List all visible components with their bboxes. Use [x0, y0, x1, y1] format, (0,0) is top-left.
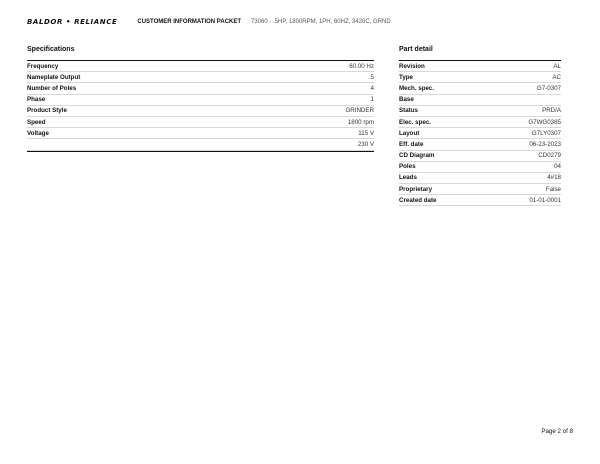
row-value: G7LY0307 — [486, 128, 561, 139]
row-value: False — [486, 184, 561, 195]
row-label: Nameplate Output — [27, 72, 253, 83]
specification-row — [27, 72, 374, 83]
row-label: Voltage — [27, 128, 253, 139]
row-value: 06-23-2023 — [486, 139, 561, 150]
row-value: 01-01-0001 — [486, 195, 561, 206]
row-value: AL — [486, 61, 561, 72]
part-detail-row — [399, 128, 561, 139]
brand-logo: BALDOR • RELIANCE — [27, 18, 118, 26]
product-description: 73060 - .5HP, 1800RPM, 1PH, 60HZ, 3420C, GRND — [251, 19, 391, 25]
row-label: Phase — [27, 94, 253, 105]
row-label: Leads — [399, 172, 486, 183]
row-label: Proprietary — [399, 184, 486, 195]
part-detail-title: Part detail — [399, 46, 433, 53]
row-label: Product Style — [27, 105, 253, 116]
row-label: Status — [399, 105, 486, 116]
part-detail-row — [399, 172, 561, 183]
row-label: Base — [399, 94, 486, 105]
part-detail-row — [399, 139, 561, 150]
specification-row — [27, 139, 374, 150]
part-detail-table — [399, 61, 561, 206]
row-value: 4#18 — [486, 172, 561, 183]
row-label: Poles — [399, 161, 486, 172]
row-label: Type — [399, 72, 486, 83]
row-value: PRD/A — [486, 105, 561, 116]
part-detail-row — [399, 94, 561, 105]
row-value: 1800 rpm — [253, 116, 374, 127]
specification-row — [27, 105, 374, 116]
specifications-title: Specifications — [27, 46, 75, 53]
part-detail-row — [399, 195, 561, 206]
row-value: .5 — [253, 72, 374, 83]
packet-title: CUSTOMER INFORMATION PACKET — [137, 19, 242, 25]
row-value: 4 — [253, 83, 374, 94]
part-detail-row — [399, 105, 561, 116]
row-label: Created date — [399, 195, 486, 206]
row-label: CD Diagram — [399, 150, 486, 161]
row-value: 115 V — [253, 128, 374, 139]
specification-row — [27, 116, 374, 127]
row-value: CD0279 — [486, 150, 561, 161]
header — [27, 18, 391, 26]
row-label: Elec. spec. — [399, 116, 486, 127]
row-value: 1 — [253, 94, 374, 105]
row-value — [486, 94, 561, 105]
row-label: Layout — [399, 128, 486, 139]
row-value: 04 — [486, 161, 561, 172]
row-value: AC — [486, 72, 561, 83]
part-detail-row — [399, 83, 561, 94]
row-label: Number of Poles — [27, 83, 253, 94]
row-label: Mech. spec. — [399, 83, 486, 94]
part-detail-row — [399, 116, 561, 127]
specification-row — [27, 128, 374, 139]
part-detail-row — [399, 72, 561, 83]
specification-row — [27, 61, 374, 72]
row-value: 230 V — [253, 139, 374, 150]
row-label — [27, 139, 253, 150]
row-value: G7-0307 — [486, 83, 561, 94]
part-detail-row — [399, 161, 561, 172]
page-number: Page 2 of 8 — [541, 428, 573, 435]
row-value: 60.00 Hz — [253, 61, 374, 72]
row-value: GRINDER — [253, 105, 374, 116]
row-label: Frequency — [27, 61, 253, 72]
specifications-bottom-rule — [27, 151, 374, 152]
part-detail-row — [399, 184, 561, 195]
specifications-table — [27, 61, 374, 151]
part-detail-row — [399, 61, 561, 72]
specification-row — [27, 94, 374, 105]
specification-row — [27, 83, 374, 94]
row-value: G7WG0385 — [486, 116, 561, 127]
row-label: Revision — [399, 61, 486, 72]
row-label: Eff. date — [399, 139, 486, 150]
part-detail-row — [399, 150, 561, 161]
row-label: Speed — [27, 116, 253, 127]
